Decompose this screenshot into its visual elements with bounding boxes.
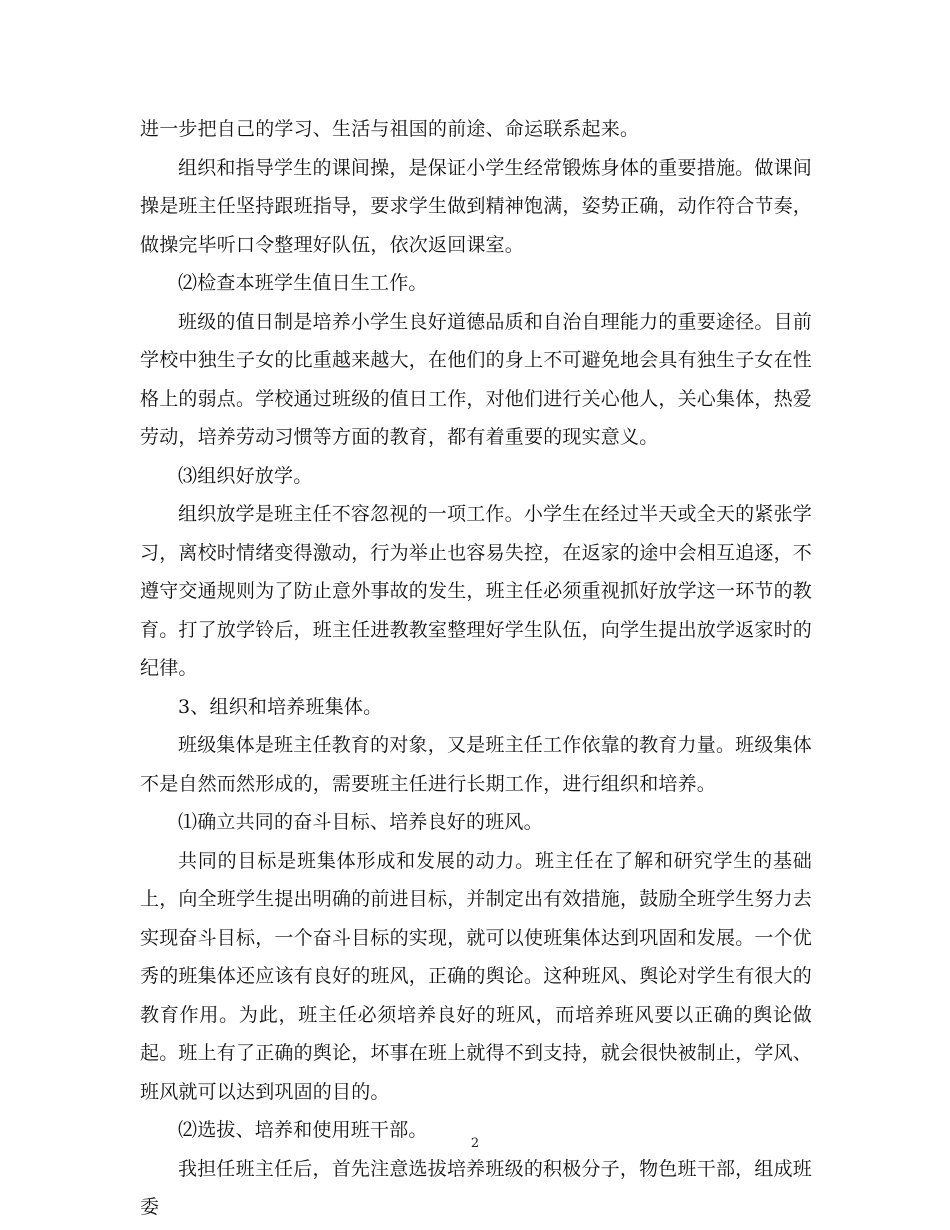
subheading-class-cadres: ⑵选拔、培养和使用班干部。 — [178, 1119, 428, 1141]
subheading-common-goal: ⑴确立共同的奋斗目标、培养良好的班风。 — [178, 811, 543, 833]
subheading-duty-check: ⑵检查本班学生值日生工作。 — [178, 272, 428, 294]
document-body — [140, 110, 812, 1227]
paragraph-duty-system: 班级的值日制是培养小学生良好道德品质和自治自理能力的重要途径。目前学校中独生子女的比重越来越大，在他们的身上不可避免地会具有独生子女在性格上的弱点。学校通过班级的值日工作，对他们进行关心他人，关心集体，热爱劳动，培养劳动习惯等方面的教育，都有着重要的现实意义。 — [140, 310, 813, 448]
section-heading-class-collective: 3、组织和培养班集体。 — [178, 695, 383, 718]
paragraph-class-cadres: 我担任班主任后，首先注意选拔培养班级的积极分子，物色班干部，组成班委 — [140, 1157, 812, 1218]
subheading-dismissal: ⑶组织好放学。 — [178, 464, 313, 487]
paragraph-common-goal: 共同的目标是班集体形成和发展的动力。班主任在了解和研究学生的基础上，向全班学生提出明确的前进目标，并制定出有效措施，鼓励全班学生努力去实现奋斗目标，一个奋斗目标的实现，就可以使班集体达到巩固和发展。一个优秀的班集体还应该有良好的班风，正确的舆论。这种班风、舆论对学生有很大的教育作用。为此，班主任必须培养良好的班风，而培养班风要以正确的舆论做起。班上有了正确的舆论，坏事在班上就得不到支持，就会很快被制止，学风、班风就可以达到巩固的目的。 — [140, 849, 813, 1103]
page-number: 2 — [470, 1136, 480, 1151]
paragraph-class-collective: 班级集体是班主任教育的对象，又是班主任工作依靠的教育力量。班级集体不是自然而然形成的，需要班主任进行长期工作，进行组织和培养。 — [140, 734, 812, 795]
paragraph-continuation: 进一步把自己的学习、生活与祖国的前途、命运联系起来。 — [140, 118, 640, 140]
paragraph-morning-exercise: 组织和指导学生的课间操，是保证小学生经常锻炼身体的重要措施。做课间操是班主任坚持跟班指导，要求学生做到精神饱满，姿势正确，动作符合节奏，做操完毕听口令整理好队伍，依次返回课室。 — [140, 156, 813, 256]
paragraph-dismissal: 组织放学是班主任不容忽视的一项工作。小学生在经过半天或全天的紧张学习，离校时情绪变得激动，行为举止也容易失控，在返家的途中会相互追逐，不遵守交通规则为了防止意外事故的发生，班主任必须重视抓好放学这一环节的教育。打了放学铃后，班主任进教教室整理好学生队伍，向学生提出放学返家时的纪律。 — [140, 503, 813, 679]
